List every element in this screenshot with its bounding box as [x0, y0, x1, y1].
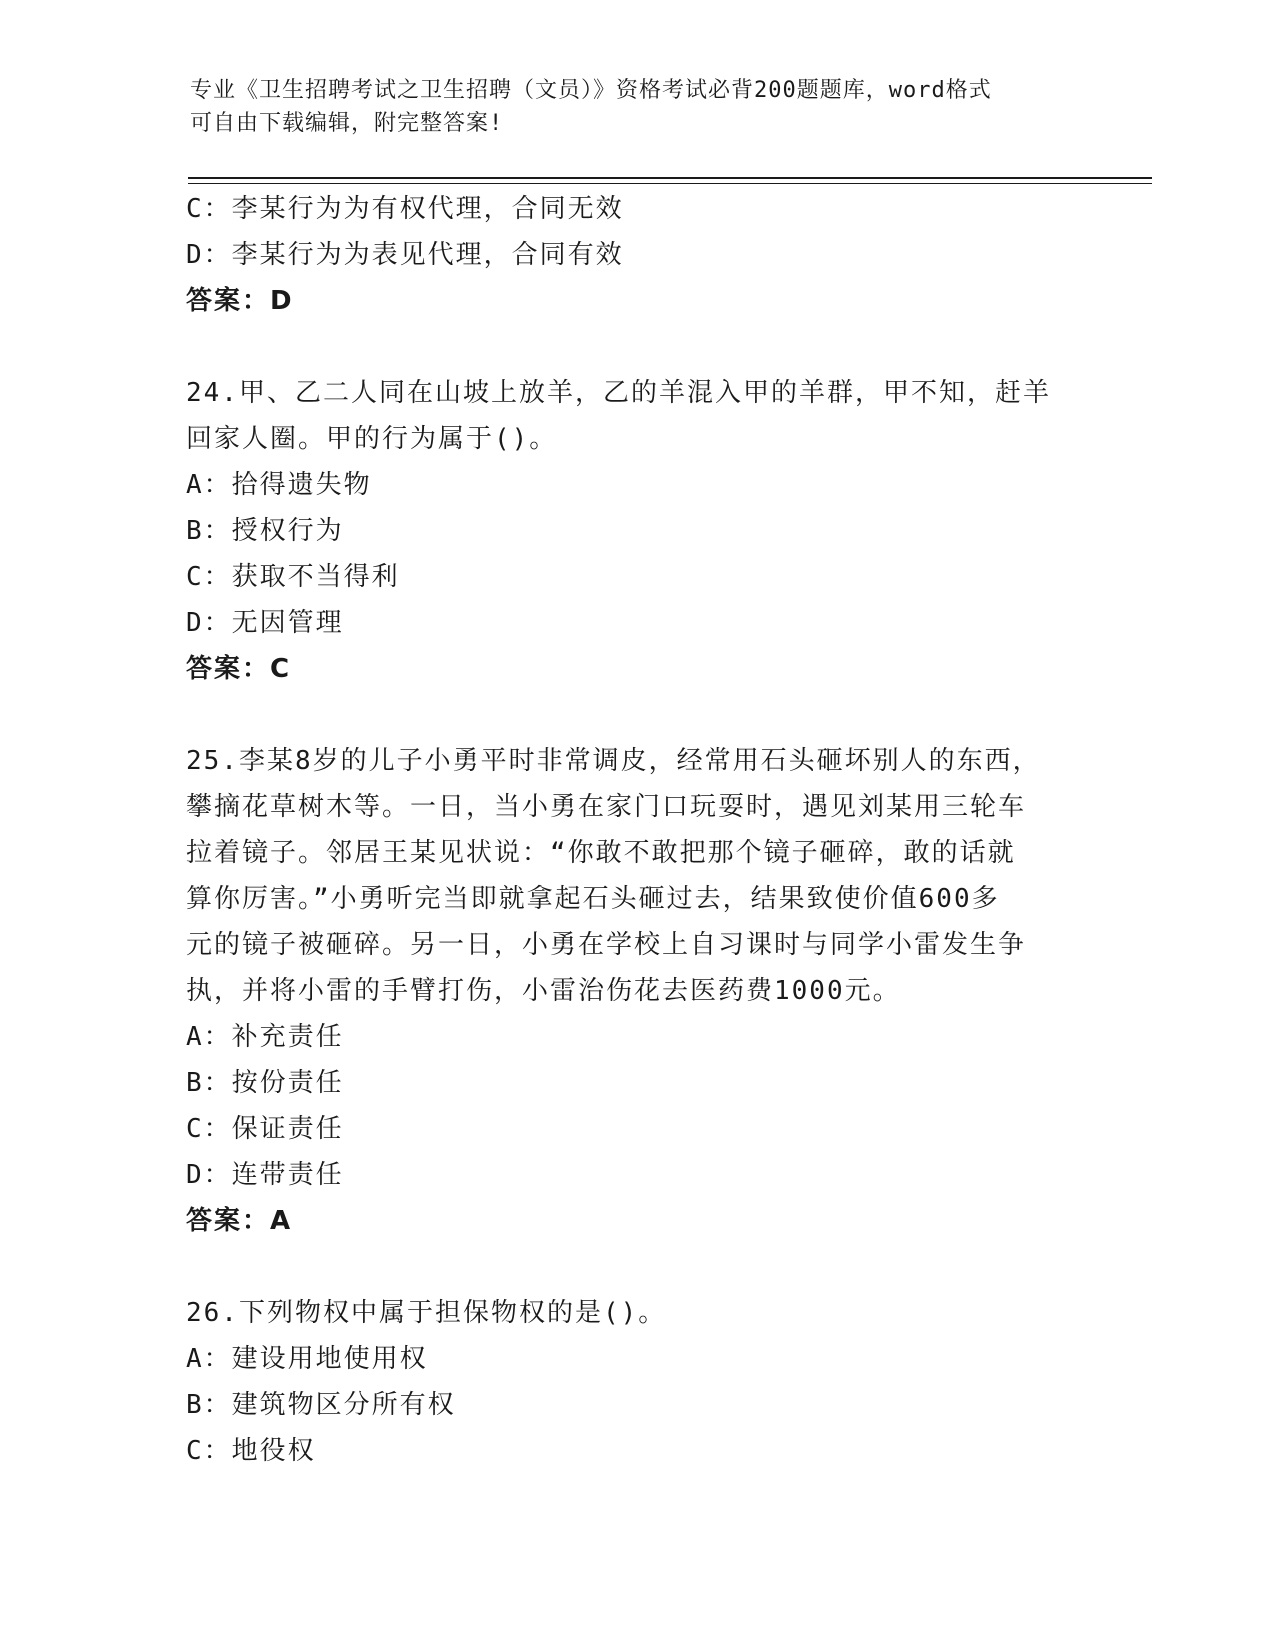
answer-label: 答案：A	[186, 1206, 293, 1236]
header-divider-thin	[188, 183, 1152, 184]
spacer	[186, 1244, 1086, 1290]
option-c: C：李某行为为有权代理，合同无效	[186, 194, 624, 224]
option-c: C：地役权	[186, 1436, 316, 1466]
question-stem: 攀摘花草树木等。一日，当小勇在家门口玩耍时，遇见刘某用三轮车	[186, 792, 1027, 822]
option-b: B：建筑物区分所有权	[186, 1390, 456, 1420]
question-25	[186, 738, 1086, 1244]
question-26	[186, 1290, 1086, 1474]
answer-label: 答案：C	[186, 654, 292, 684]
question-stem: 执，并将小雷的手臂打伤，小雷治伤花去医药费1000元。	[186, 976, 901, 1006]
question-stem: 拉着镜子。邻居王某见状说：“你敢不敢把那个镜子砸碎，敢的话就	[186, 838, 1016, 868]
header-title-line2: 可自由下载编辑，附完整答案!	[190, 111, 504, 136]
question-23-tail	[186, 186, 1086, 324]
spacer	[186, 692, 1086, 738]
question-content	[186, 186, 1086, 1474]
spacer	[186, 324, 1086, 370]
option-d: D：李某行为为表见代理，合同有效	[186, 240, 624, 270]
header-divider-thick	[188, 177, 1152, 179]
option-a: A：拾得遗失物	[186, 470, 372, 500]
question-stem: 24.甲、乙二人同在山坡上放羊，乙的羊混入甲的羊群，甲不知，赶羊	[186, 378, 1051, 408]
option-c: C：获取不当得利	[186, 562, 400, 592]
option-a: A：建设用地使用权	[186, 1344, 428, 1374]
question-stem: 25.李某8岁的儿子小勇平时非常调皮，经常用石头砸坏别人的东西，	[186, 746, 1041, 776]
question-stem: 算你厉害。”小勇听完当即就拿起石头砸过去，结果致使价值600多	[186, 884, 1000, 914]
option-b: B：按份责任	[186, 1068, 344, 1098]
answer-label: 答案：D	[186, 286, 294, 316]
header-title-line1: 专业《卫生招聘考试之卫生招聘（文员）》资格考试必背200题题库，word格式	[190, 78, 992, 103]
question-stem: 26.下列物权中属于担保物权的是()。	[186, 1298, 667, 1328]
question-stem: 回家人圈。甲的行为属于()。	[186, 424, 558, 454]
document-header	[190, 74, 1070, 140]
option-d: D：无因管理	[186, 608, 344, 638]
question-24	[186, 370, 1086, 692]
question-stem: 元的镜子被砸碎。另一日，小勇在学校上自习课时与同学小雷发生争	[186, 930, 1027, 960]
option-d: D：连带责任	[186, 1160, 344, 1190]
option-c: C：保证责任	[186, 1114, 344, 1144]
option-a: A：补充责任	[186, 1022, 344, 1052]
option-b: B：授权行为	[186, 516, 344, 546]
